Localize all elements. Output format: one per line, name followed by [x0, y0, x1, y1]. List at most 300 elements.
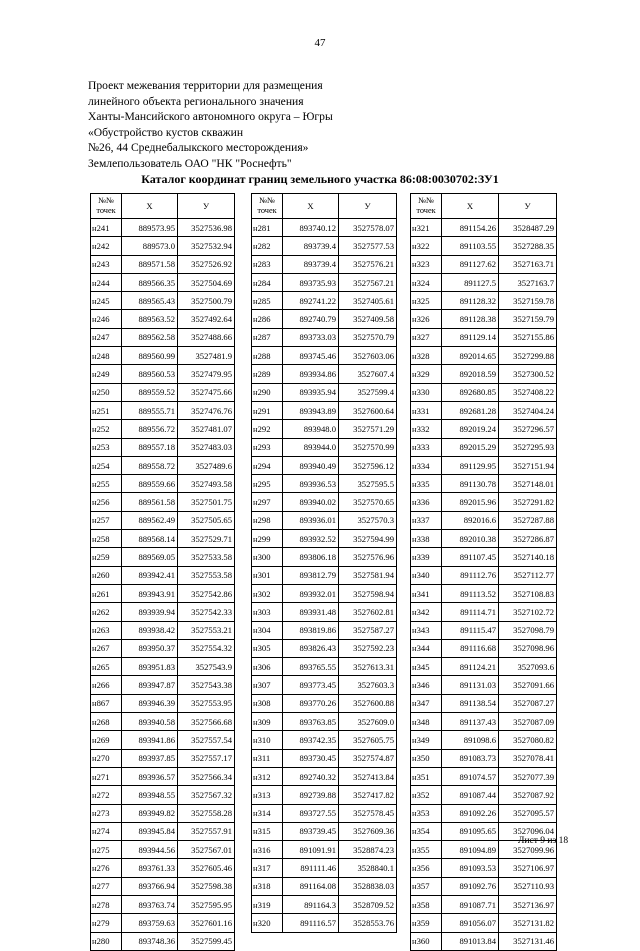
- table-row: [91, 877, 235, 895]
- x-coordinate-cell: 893735.93: [283, 273, 339, 291]
- table-row: [91, 237, 235, 255]
- point-number-cell: н328: [411, 347, 442, 365]
- x-coordinate-cell: 889557.18: [122, 438, 178, 456]
- x-coordinate-cell: 893733.03: [283, 328, 339, 346]
- x-coordinate-cell: 893763.85: [283, 713, 339, 731]
- point-number-cell: н320: [252, 914, 283, 932]
- table-row: [91, 273, 235, 291]
- point-number-cell: н251: [91, 401, 122, 419]
- table-row: [91, 767, 235, 785]
- point-number-cell: н350: [411, 749, 442, 767]
- table-row: [411, 603, 557, 621]
- x-coordinate-cell: 892018.59: [442, 365, 499, 383]
- x-coordinate-cell: 891092.26: [442, 804, 499, 822]
- y-coordinate-cell: 3527098.96: [499, 639, 557, 657]
- x-coordinate-cell: 893766.94: [122, 877, 178, 895]
- y-coordinate-cell: 3527136.97: [499, 895, 557, 913]
- y-coordinate-cell: 3527529.71: [178, 530, 235, 548]
- y-coordinate-cell: 3527553.58: [178, 566, 235, 584]
- x-coordinate-cell: 891112.76: [442, 566, 499, 584]
- x-coordinate-cell: 892681.28: [442, 401, 499, 419]
- table-row: [411, 328, 557, 346]
- x-coordinate-cell: 891128.38: [442, 310, 499, 328]
- point-number-cell: н333: [411, 438, 442, 456]
- point-number-cell: н281: [252, 219, 283, 237]
- point-number-cell: н261: [91, 584, 122, 602]
- table-row: [411, 932, 557, 950]
- y-coordinate-cell: 3527405.61: [339, 292, 397, 310]
- x-coordinate-cell: 893806.18: [283, 548, 339, 566]
- y-coordinate-cell: 3527295.93: [499, 438, 557, 456]
- table-row: [252, 767, 397, 785]
- sheet-footer: Лист 9 из 18: [518, 836, 569, 846]
- x-coordinate-cell: 891116.57: [283, 914, 339, 932]
- y-coordinate-cell: 3527159.78: [499, 292, 557, 310]
- x-coordinate-cell: 893948.55: [122, 786, 178, 804]
- point-number-cell: н242: [91, 237, 122, 255]
- x-coordinate-cell: 893943.89: [283, 401, 339, 419]
- table-row: [411, 365, 557, 383]
- y-coordinate-cell: 3527613.31: [339, 658, 397, 676]
- y-coordinate-cell: 3527112.77: [499, 566, 557, 584]
- y-coordinate-cell: 3527286.87: [499, 530, 557, 548]
- y-coordinate-cell: 3527542.33: [178, 603, 235, 621]
- table-row: [252, 731, 397, 749]
- point-number-cell: н267: [91, 639, 122, 657]
- x-coordinate-cell: 891129.14: [442, 328, 499, 346]
- table-row: [91, 310, 235, 328]
- y-coordinate-cell: 3527077.39: [499, 767, 557, 785]
- point-number-cell: н360: [411, 932, 442, 950]
- point-number-cell: н308: [252, 694, 283, 712]
- header-line: «Обустройство кустов скважин: [88, 125, 244, 139]
- x-coordinate-cell: 893727.55: [283, 804, 339, 822]
- table-row: [411, 438, 557, 456]
- x-coordinate-cell: 893739.45: [283, 822, 339, 840]
- y-coordinate-cell: 3527106.97: [499, 859, 557, 877]
- y-coordinate-cell: 3527570.79: [339, 328, 397, 346]
- x-coordinate-cell: 893943.91: [122, 584, 178, 602]
- table-row: [252, 749, 397, 767]
- y-coordinate-cell: 3527408.22: [499, 383, 557, 401]
- table-row: [252, 530, 397, 548]
- y-coordinate-cell: 3527570.99: [339, 438, 397, 456]
- x-coordinate-cell: 889559.52: [122, 383, 178, 401]
- point-number-cell: н260: [91, 566, 122, 584]
- point-number-cell: н286: [252, 310, 283, 328]
- point-number-cell: н319: [252, 895, 283, 913]
- y-coordinate-cell: 3527087.27: [499, 694, 557, 712]
- x-coordinate-cell: 893932.01: [283, 584, 339, 602]
- table-row: [252, 475, 397, 493]
- table-row: [411, 493, 557, 511]
- point-number-cell: н254: [91, 456, 122, 474]
- x-coordinate-cell: 893763.74: [122, 895, 178, 913]
- table-row: [252, 548, 397, 566]
- y-coordinate-cell: 3527600.88: [339, 694, 397, 712]
- y-coordinate-cell: 3527595.95: [178, 895, 235, 913]
- point-number-cell: н263: [91, 621, 122, 639]
- point-number-cell: н289: [252, 365, 283, 383]
- point-number-cell: н352: [411, 786, 442, 804]
- y-coordinate-cell: 3527500.79: [178, 292, 235, 310]
- x-coordinate-cell: 891129.95: [442, 456, 499, 474]
- y-coordinate-cell: 3527102.72: [499, 603, 557, 621]
- y-coordinate-cell: 3527598.38: [178, 877, 235, 895]
- x-coordinate-cell: 893812.79: [283, 566, 339, 584]
- y-coordinate-cell: 3527595.5: [339, 475, 397, 493]
- x-coordinate-cell: 893935.94: [283, 383, 339, 401]
- table-row: [411, 621, 557, 639]
- y-coordinate-cell: 3527087.09: [499, 713, 557, 731]
- table-row: [411, 731, 557, 749]
- table-row: [411, 347, 557, 365]
- y-coordinate-cell: 3527578.07: [339, 219, 397, 237]
- y-coordinate-cell: 3527558.28: [178, 804, 235, 822]
- table-row: [252, 676, 397, 694]
- x-header: X: [283, 194, 339, 219]
- y-coordinate-cell: 3527505.65: [178, 511, 235, 529]
- y-coordinate-cell: 3527299.88: [499, 347, 557, 365]
- point-number-cell: н304: [252, 621, 283, 639]
- x-coordinate-cell: 893940.58: [122, 713, 178, 731]
- point-number-cell: н269: [91, 731, 122, 749]
- y-coordinate-cell: 3527475.66: [178, 383, 235, 401]
- table-row: [411, 713, 557, 731]
- y-coordinate-cell: 3527532.94: [178, 237, 235, 255]
- x-coordinate-cell: 889568.14: [122, 530, 178, 548]
- point-number-cell: н295: [252, 475, 283, 493]
- x-coordinate-cell: 892014.65: [442, 347, 499, 365]
- y-coordinate-cell: 3527481.9: [178, 347, 235, 365]
- point-number-cell: н332: [411, 420, 442, 438]
- x-coordinate-cell: 893773.45: [283, 676, 339, 694]
- y-coordinate-cell: 3527542.86: [178, 584, 235, 602]
- point-number-cell: н310: [252, 731, 283, 749]
- point-number-header: №№ точек: [91, 194, 122, 219]
- x-coordinate-cell: 891128.32: [442, 292, 499, 310]
- x-coordinate-cell: 891127.62: [442, 255, 499, 273]
- y-coordinate-cell: 3527596.12: [339, 456, 397, 474]
- x-coordinate-cell: 889571.58: [122, 255, 178, 273]
- table-row: [411, 548, 557, 566]
- y-coordinate-cell: 3527557.17: [178, 749, 235, 767]
- y-coordinate-cell: 3527095.57: [499, 804, 557, 822]
- y-coordinate-cell: 3527098.79: [499, 621, 557, 639]
- table-row: [91, 694, 235, 712]
- point-number-cell: н317: [252, 859, 283, 877]
- x-coordinate-cell: 893946.39: [122, 694, 178, 712]
- table-row: [91, 456, 235, 474]
- table-row: [252, 603, 397, 621]
- point-number-cell: н358: [411, 895, 442, 913]
- table-row: [91, 584, 235, 602]
- point-number-cell: н253: [91, 438, 122, 456]
- point-number-cell: н259: [91, 548, 122, 566]
- table-row: [411, 767, 557, 785]
- y-coordinate-cell: 3527576.96: [339, 548, 397, 566]
- y-coordinate-cell: 3527504.69: [178, 273, 235, 291]
- x-coordinate-cell: 892016.6: [442, 511, 499, 529]
- table-row: [252, 804, 397, 822]
- table-row: [91, 658, 235, 676]
- y-coordinate-cell: 3527609.36: [339, 822, 397, 840]
- y-header: У: [499, 194, 557, 219]
- point-number-cell: н291: [252, 401, 283, 419]
- y-coordinate-cell: 3527493.58: [178, 475, 235, 493]
- point-number-cell: н303: [252, 603, 283, 621]
- point-number-cell: н288: [252, 347, 283, 365]
- point-number-cell: н356: [411, 859, 442, 877]
- table-row: [91, 292, 235, 310]
- table-row: [91, 255, 235, 273]
- y-coordinate-cell: 3527581.94: [339, 566, 397, 584]
- x-coordinate-cell: 893947.87: [122, 676, 178, 694]
- point-number-cell: н867: [91, 694, 122, 712]
- x-coordinate-cell: 889565.43: [122, 292, 178, 310]
- point-number-cell: н342: [411, 603, 442, 621]
- table-row: [252, 365, 397, 383]
- x-coordinate-cell: 891137.43: [442, 713, 499, 731]
- point-number-cell: н274: [91, 822, 122, 840]
- x-coordinate-cell: 893739.4: [283, 255, 339, 273]
- x-coordinate-cell: 891094.89: [442, 841, 499, 859]
- point-number-cell: н279: [91, 914, 122, 932]
- x-coordinate-cell: 893949.82: [122, 804, 178, 822]
- y-coordinate-cell: 3527607.4: [339, 365, 397, 383]
- table-row: [411, 219, 557, 237]
- point-number-cell: н329: [411, 365, 442, 383]
- point-number-cell: н331: [411, 401, 442, 419]
- x-coordinate-cell: 893819.86: [283, 621, 339, 639]
- y-coordinate-cell: 3527163.71: [499, 255, 557, 273]
- y-coordinate-cell: 3527409.58: [339, 310, 397, 328]
- table-row: [252, 237, 397, 255]
- y-coordinate-cell: 3527592.23: [339, 639, 397, 657]
- y-coordinate-cell: 3527476.76: [178, 401, 235, 419]
- table-row: [91, 639, 235, 657]
- x-coordinate-cell: 893939.94: [122, 603, 178, 621]
- table-row: [91, 328, 235, 346]
- point-number-cell: н241: [91, 219, 122, 237]
- table-row: [411, 676, 557, 694]
- table-row: [91, 621, 235, 639]
- table-row: [91, 530, 235, 548]
- x-coordinate-cell: 891083.73: [442, 749, 499, 767]
- point-number-cell: н250: [91, 383, 122, 401]
- point-number-cell: н290: [252, 383, 283, 401]
- y-coordinate-cell: 3527602.81: [339, 603, 397, 621]
- coordinates-table-1: [90, 193, 235, 951]
- point-number-cell: н248: [91, 347, 122, 365]
- x-coordinate-cell: 889569.05: [122, 548, 178, 566]
- header-line: линейного объекта регионального значения: [88, 94, 304, 108]
- x-header: X: [442, 194, 499, 219]
- y-coordinate-cell: 3527543.9: [178, 658, 235, 676]
- point-number-cell: н355: [411, 841, 442, 859]
- table-row: [91, 786, 235, 804]
- point-number-cell: н245: [91, 292, 122, 310]
- y-coordinate-cell: 3528838.03: [339, 877, 397, 895]
- point-number-cell: н311: [252, 749, 283, 767]
- table-row: [91, 420, 235, 438]
- x-coordinate-cell: 893932.52: [283, 530, 339, 548]
- y-coordinate-cell: 3527554.32: [178, 639, 235, 657]
- point-number-cell: н285: [252, 292, 283, 310]
- table-row: [252, 273, 397, 291]
- x-coordinate-cell: 891116.68: [442, 639, 499, 657]
- header-line: №26, 44 Среднебалыкского месторождения»: [88, 141, 309, 155]
- point-number-cell: н300: [252, 548, 283, 566]
- x-header: X: [122, 194, 178, 219]
- table-row: [411, 273, 557, 291]
- x-coordinate-cell: 889566.35: [122, 273, 178, 291]
- point-number-cell: н309: [252, 713, 283, 731]
- coordinates-table-2: [251, 193, 397, 933]
- table-row: [411, 420, 557, 438]
- table-row: [252, 383, 397, 401]
- point-number-cell: н255: [91, 475, 122, 493]
- point-number-cell: н313: [252, 786, 283, 804]
- header-line: Ханты-Мансийского автономного округа – Югры: [88, 110, 333, 124]
- y-coordinate-cell: 3527557.91: [178, 822, 235, 840]
- x-coordinate-cell: 891113.52: [442, 584, 499, 602]
- x-coordinate-cell: 892015.96: [442, 493, 499, 511]
- x-coordinate-cell: 891087.44: [442, 786, 499, 804]
- x-coordinate-cell: 889560.99: [122, 347, 178, 365]
- x-coordinate-cell: 891130.78: [442, 475, 499, 493]
- table-row: [411, 475, 557, 493]
- table-row: [411, 584, 557, 602]
- x-coordinate-cell: 893936.01: [283, 511, 339, 529]
- y-coordinate-cell: 3527155.86: [499, 328, 557, 346]
- y-coordinate-cell: 3527599.4: [339, 383, 397, 401]
- point-number-cell: н341: [411, 584, 442, 602]
- y-coordinate-cell: 3527571.29: [339, 420, 397, 438]
- y-coordinate-cell: 3527291.82: [499, 493, 557, 511]
- y-coordinate-cell: 3527148.01: [499, 475, 557, 493]
- table-row: [91, 511, 235, 529]
- table-row: [91, 859, 235, 877]
- x-coordinate-cell: 893950.37: [122, 639, 178, 657]
- point-number-cell: н282: [252, 237, 283, 255]
- point-number-cell: н301: [252, 566, 283, 584]
- y-coordinate-cell: 3527131.82: [499, 914, 557, 932]
- header-line: Проект межевания территории для размещения: [88, 79, 323, 92]
- x-coordinate-cell: 893759.63: [122, 914, 178, 932]
- x-coordinate-cell: 891111.46: [283, 859, 339, 877]
- table-row: [411, 694, 557, 712]
- table-row: [91, 731, 235, 749]
- table-row: [252, 292, 397, 310]
- y-coordinate-cell: 3527594.99: [339, 530, 397, 548]
- table-row: [252, 438, 397, 456]
- point-number-cell: н357: [411, 877, 442, 895]
- x-coordinate-cell: 891124.21: [442, 658, 499, 676]
- header-line: Землепользователь ОАО "НК "Роснефть": [88, 156, 292, 170]
- point-number-cell: н275: [91, 841, 122, 859]
- x-coordinate-cell: 893937.85: [122, 749, 178, 767]
- point-number-cell: н354: [411, 822, 442, 840]
- point-number-cell: н270: [91, 749, 122, 767]
- x-coordinate-cell: 893936.57: [122, 767, 178, 785]
- table-row: [252, 639, 397, 657]
- point-number-cell: н334: [411, 456, 442, 474]
- y-header: У: [178, 194, 235, 219]
- y-coordinate-cell: 3527288.35: [499, 237, 557, 255]
- y-coordinate-cell: 3527417.82: [339, 786, 397, 804]
- table-row: [411, 383, 557, 401]
- table-row: [91, 822, 235, 840]
- x-coordinate-cell: 893761.33: [122, 859, 178, 877]
- table-row: [91, 365, 235, 383]
- point-number-cell: н265: [91, 658, 122, 676]
- table-row: [252, 658, 397, 676]
- x-coordinate-cell: 893934.86: [283, 365, 339, 383]
- x-coordinate-cell: 891091.91: [283, 841, 339, 859]
- table-row: [411, 877, 557, 895]
- y-coordinate-cell: 3527413.84: [339, 767, 397, 785]
- point-number-cell: н344: [411, 639, 442, 657]
- y-coordinate-cell: 3527600.64: [339, 401, 397, 419]
- y-coordinate-cell: 3528553.76: [339, 914, 397, 932]
- x-coordinate-cell: 891087.71: [442, 895, 499, 913]
- point-number-cell: н294: [252, 456, 283, 474]
- table-row: [252, 822, 397, 840]
- x-coordinate-cell: 891056.07: [442, 914, 499, 932]
- x-coordinate-cell: 889558.72: [122, 456, 178, 474]
- y-coordinate-cell: 3527131.46: [499, 932, 557, 950]
- point-number-cell: н302: [252, 584, 283, 602]
- x-coordinate-cell: 892740.79: [283, 310, 339, 328]
- x-coordinate-cell: 891138.54: [442, 694, 499, 712]
- point-number-cell: н322: [411, 237, 442, 255]
- point-number-cell: н252: [91, 420, 122, 438]
- y-coordinate-cell: 3527501.75: [178, 493, 235, 511]
- point-number-cell: н246: [91, 310, 122, 328]
- x-coordinate-cell: 889562.58: [122, 328, 178, 346]
- table-row: [411, 530, 557, 548]
- x-coordinate-cell: 889562.49: [122, 511, 178, 529]
- table-row: [252, 694, 397, 712]
- y-coordinate-cell: 3527601.16: [178, 914, 235, 932]
- table-row: [91, 438, 235, 456]
- table-row: [252, 511, 397, 529]
- table-row: [411, 255, 557, 273]
- point-number-cell: н349: [411, 731, 442, 749]
- table-row: [411, 804, 557, 822]
- y-coordinate-cell: 3527479.95: [178, 365, 235, 383]
- table-row: [411, 456, 557, 474]
- point-number-cell: н325: [411, 292, 442, 310]
- y-coordinate-cell: 3527078.41: [499, 749, 557, 767]
- table-row: [411, 786, 557, 804]
- x-coordinate-cell: 891093.53: [442, 859, 499, 877]
- y-coordinate-cell: 3527404.24: [499, 401, 557, 419]
- point-number-cell: н339: [411, 548, 442, 566]
- y-coordinate-cell: 3527526.92: [178, 255, 235, 273]
- point-number-cell: н244: [91, 273, 122, 291]
- x-coordinate-cell: 893948.0: [283, 420, 339, 438]
- y-coordinate-cell: 3527093.6: [499, 658, 557, 676]
- x-coordinate-cell: 889559.66: [122, 475, 178, 493]
- y-coordinate-cell: 3527567.01: [178, 841, 235, 859]
- point-number-cell: н297: [252, 493, 283, 511]
- y-coordinate-cell: 3527087.92: [499, 786, 557, 804]
- table-row: [91, 219, 235, 237]
- y-coordinate-cell: 3527481.07: [178, 420, 235, 438]
- x-coordinate-cell: 893745.46: [283, 347, 339, 365]
